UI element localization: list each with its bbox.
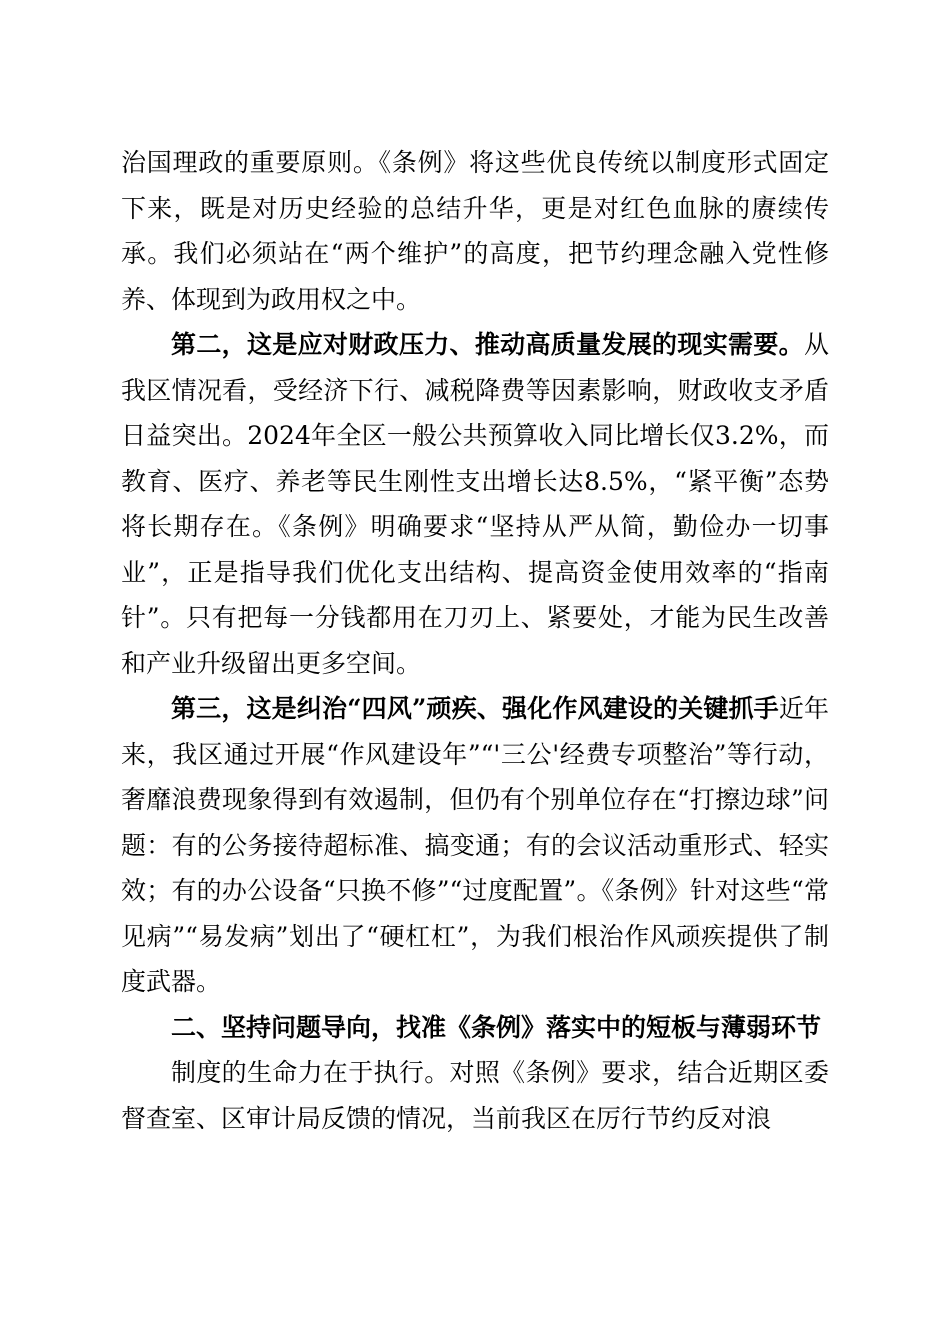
section-heading: 二、坚持问题导向，找准《条例》落实中的短板与薄弱环节 (171, 1012, 822, 1042)
paragraph-lead: 第三，这是纠治“四风”顽疾、强化作风建设的关键抓手 (171, 694, 779, 723)
paragraph-third-point (121, 686, 829, 1005)
paragraph-text: 制度的生命力在于执行。对照《条例》要求，结合近期区委督查室、区审计局反馈的情况，当前我区在厉行节约反对浪 (121, 1058, 829, 1133)
paragraph-continuation (121, 140, 829, 322)
paragraph-lead: 第二，这是应对财政压力、推动高质量发展的现实需要。 (171, 330, 804, 359)
paragraph-section-intro (121, 1050, 829, 1141)
document-body (121, 140, 829, 1141)
paragraph-text: 从我区情况看，受经济下行、减税降费等因素影响，财政收支矛盾日益突出。2024年全区一般公共预算收入同比增长仅3.2%，而教育、医疗、养老等民生刚性支出增长达8.5%，“紧平衡”态势将长期存在。《条例》明确要求“坚持从严从简，勤俭办一切事业”，正是指导我们优化支出结构、提高资金使用效率的“指南针”。只有把每一分钱都用在刀刃上、紧要处，才能为民生改善和产业升级留出更多空间。 (121, 330, 829, 678)
paragraph-second-point (121, 322, 829, 686)
paragraph-text: 治国理政的重要原则。《条例》将这些优良传统以制度形式固定下来，既是对历史经验的总结升华，更是对红色血脉的赓续传承。我们必须站在“两个维护”的高度，把节约理念融入党性修养、体现到为政用权之中。 (121, 148, 829, 314)
paragraph-text: 近年来，我区通过开展“作风建设年”“'三公'经费专项整治”等行动，奢靡浪费现象得到有效遏制，但仍有个别单位存在“打擦边球”问题：有的公务接待超标准、搞变通；有的会议活动重形式、轻实效；有的办公设备“只换不修”“过度配置”。《条例》针对这些“常见病”“易发病”划出了“硬杠杠”，为我们根治作风顽疾提供了制度武器。 (121, 694, 829, 996)
